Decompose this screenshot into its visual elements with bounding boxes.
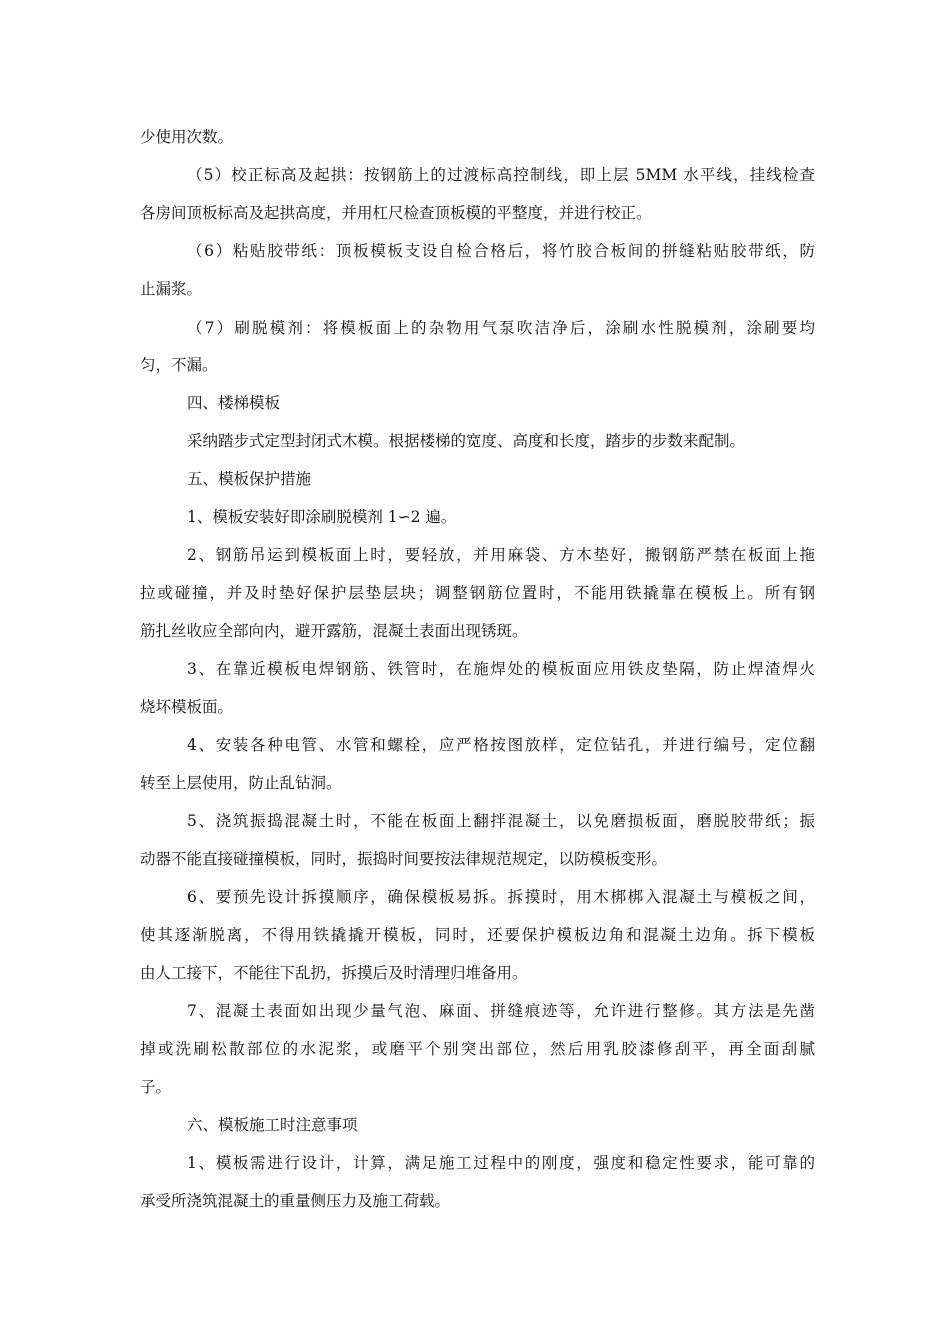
paragraph-line: （6）粘贴胶带纸：顶板模板支设自检合格后，将竹胶合板间的拼缝粘贴胶带纸，防 [187, 242, 815, 260]
paragraph-line: 承受所浇筑混凝土的重量侧压力及施工荷载。 [140, 1192, 451, 1210]
paragraph-line: 掉或洗刷松散部位的水泥浆，或磨平个别突出部位，然后用乳胶漆修刮平，再全面刮腻 [140, 1040, 815, 1058]
paragraph-line: 拉或碰撞，并及时垫好保护层垫层块；调整钢筋位置时，不能用铁撬靠在模板上。所有钢 [140, 584, 815, 602]
paragraph-line: 少使用次数。 [140, 128, 234, 146]
paragraph-line: 各房间顶板标高及起拱高度，并用杠尺检查顶板模的平整度，并进行校正。 [140, 204, 652, 222]
paragraph-line: 子。 [140, 1078, 172, 1096]
paragraph-line: 3、在靠近模板电焊钢筋、铁管时，在施焊处的模板面应用铁皮垫隔，防止焊渣焊火 [187, 660, 815, 678]
paragraph-line: 烧坏模板面。 [140, 698, 234, 716]
paragraph-line: 匀，不漏。 [140, 356, 218, 374]
paragraph-line: 使其逐渐脱离，不得用铁撬撬开模板，同时，还要保护模板边角和混凝土边角。拆下模板 [140, 926, 815, 944]
paragraph-line: 5、浇筑振捣混凝土时，不能在板面上翻拌混凝土，以免磨损板面，磨脱胶带纸；振 [187, 812, 815, 830]
section-heading: 六、模板施工时注意事项 [187, 1116, 358, 1134]
paragraph-line: 1、模板需进行设计，计算，满足施工过程中的刚度，强度和稳定性要求，能可靠的 [187, 1154, 815, 1172]
section-heading: 四、楼梯模板 [187, 394, 281, 412]
paragraph-line: 筋扎丝收应全部向内，避开露筋，混凝土表面出现锈斑。 [140, 622, 528, 640]
paragraph-line: （5）校正标高及起拱：按钢筋上的过渡标高控制线，即上层 5MM 水平线，挂线检查 [187, 166, 815, 184]
section-heading: 五、模板保护措施 [187, 470, 312, 488]
paragraph-line: 6、要预先设计拆摸顺序，确保模板易拆。拆摸时，用木梆梆入混凝土与模板之间， [187, 888, 815, 906]
paragraph-line: 1、模板安装好即涂刷脱模剂 1∽2 遍。 [187, 508, 457, 526]
paragraph-line: 4、安装各种电管、水管和螺栓，应严格按图放样，定位钻孔，并进行编号，定位翻 [187, 736, 815, 754]
paragraph-line: （7）刷脱模剂：将模板面上的杂物用气泵吹洁净后，涂刷水性脱模剂，涂刷要均 [187, 319, 815, 337]
paragraph-line: 7、混凝土表面如出现少量气泡、麻面、拼缝痕迹等，允许进行整修。其方法是先凿 [187, 1002, 815, 1020]
paragraph-line: 转至上层使用，防止乱钻洞。 [140, 774, 342, 792]
paragraph-line: 采纳踏步式定型封闭式木模。根据楼梯的宽度、高度和长度，踏步的步数来配制。 [187, 432, 746, 450]
paragraph-line: 动器不能直接碰撞模板，同时，振捣时间要按法律规范规定，以防模板变形。 [140, 850, 668, 868]
paragraph-line: 2、钢筋吊运到模板面上时，要轻放，并用麻袋、方木垫好，搬钢筋严禁在板面上拖 [187, 546, 815, 564]
paragraph-line: 止漏浆。 [140, 280, 203, 298]
paragraph-line: 由人工接下，不能往下乱扔，拆摸后及时清理归堆备用。 [140, 964, 528, 982]
